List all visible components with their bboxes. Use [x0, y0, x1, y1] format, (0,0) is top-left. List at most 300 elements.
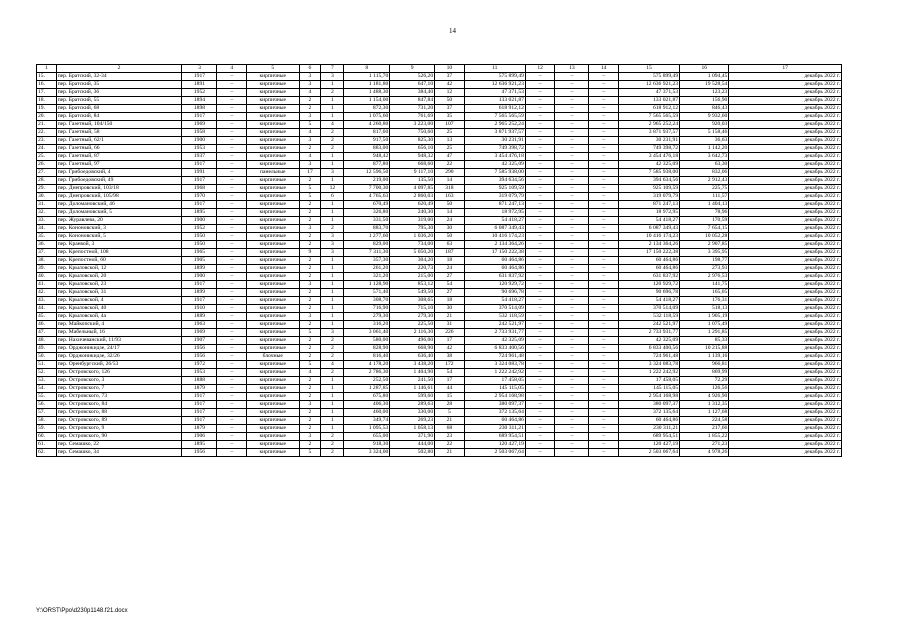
table-row — [37, 257, 842, 265]
table-cell: пер. Крыловской, 31 — [56, 289, 182, 297]
table-cell: пер. Майкопский, 4 — [56, 321, 182, 329]
table-cell: 1907 — [182, 337, 217, 345]
table-cell: 1 115,70 — [344, 73, 390, 81]
table-cell: 6 833 400,56 — [464, 345, 525, 353]
table-cell: 1952 — [182, 225, 217, 233]
table-cell: кирпичные — [247, 417, 300, 425]
table-cell: – — [525, 441, 555, 449]
page-number: 14 — [449, 27, 456, 35]
table-cell: 3 324 083,78 — [618, 361, 679, 369]
table-row — [37, 385, 842, 393]
table-cell: – — [555, 409, 589, 417]
table-row — [37, 433, 842, 441]
table-cell: 40. — [37, 273, 57, 281]
table-cell: – — [217, 377, 247, 385]
table-cell: – — [525, 377, 555, 385]
table-cell: 1 — [321, 305, 344, 313]
table-cell: кирпичные — [247, 129, 300, 137]
table-cell: – — [555, 289, 589, 297]
table-cell: 56. — [37, 401, 57, 409]
table-cell: 30 — [435, 305, 465, 313]
table-cell: 24 — [435, 265, 465, 273]
table-cell: кирпичные — [247, 153, 300, 161]
table-cell: – — [555, 321, 589, 329]
table-cell: 1 — [321, 425, 344, 433]
table-cell: 4 — [321, 121, 344, 129]
table-row — [37, 193, 842, 201]
table-cell: 2 — [299, 321, 321, 329]
table-cell: 1 128,90 — [344, 281, 390, 289]
table-cell: – — [217, 337, 247, 345]
table-cell: 308,65 — [390, 297, 435, 305]
table-cell: 1 222 242,92 — [618, 369, 679, 377]
table-cell: 918,30 — [344, 441, 390, 449]
table-cell: 2 — [299, 425, 321, 433]
column-number-cell: 6 — [299, 65, 321, 73]
table-cell: декабрь 2022 г. — [729, 313, 842, 321]
table-cell: декабрь 2022 г. — [729, 145, 842, 153]
table-cell: 689 954,51 — [618, 433, 679, 441]
table-cell: 176,31 — [680, 297, 729, 305]
table-cell: 2 — [299, 265, 321, 273]
table-cell: 2 — [299, 297, 321, 305]
table-cell: 575 899,49 — [618, 73, 679, 81]
table-cell: 869,99 — [680, 369, 729, 377]
table-cell: – — [525, 433, 555, 441]
table-cell: 618 912,12 — [618, 105, 679, 113]
table-cell: 2 — [321, 129, 344, 137]
table-cell: 1 — [321, 97, 344, 105]
table-cell: 219,00 — [344, 177, 390, 185]
table-cell: 2 733 931,77 — [464, 329, 525, 337]
table-cell: 47. — [37, 329, 57, 337]
table-cell: 761,69 — [390, 113, 435, 121]
table-cell: – — [589, 137, 619, 145]
table-row — [37, 81, 842, 89]
table-cell: – — [217, 409, 247, 417]
table-cell: – — [525, 73, 555, 81]
table-cell: 17 — [435, 337, 465, 345]
table-cell: 883,00 — [344, 145, 390, 153]
table-cell: – — [555, 385, 589, 393]
table-row — [37, 441, 842, 449]
table-cell: 1958 — [182, 129, 217, 137]
table-cell: 829,00 — [344, 241, 390, 249]
table-cell: 1917 — [182, 161, 217, 169]
column-number-cell: 12 — [525, 65, 555, 73]
table-cell: – — [555, 81, 589, 89]
table-cell: 571,40 — [344, 289, 390, 297]
table-cell: 1 287,85 — [344, 385, 390, 393]
table-cell: – — [525, 449, 555, 457]
table-cell: 22. — [37, 129, 57, 137]
table-cell: декабрь 2022 г. — [729, 121, 842, 129]
table-cell: – — [555, 417, 589, 425]
table-cell: – — [217, 353, 247, 361]
table-cell: 5 050,20 — [390, 249, 435, 257]
table-cell: 1 — [321, 217, 344, 225]
table-cell: – — [217, 265, 247, 273]
table-cell: 10 215,88 — [680, 345, 729, 353]
table-cell: 46. — [37, 321, 57, 329]
table-cell: 749 398,72 — [464, 145, 525, 153]
table-cell: – — [217, 449, 247, 457]
table-cell: – — [525, 193, 555, 201]
table-cell: – — [525, 313, 555, 321]
table-cell: пер. Грибоедовский, 4 — [56, 169, 182, 177]
table-cell: декабрь 2022 г. — [729, 401, 842, 409]
table-cell: – — [555, 433, 589, 441]
table-cell: 2 503 067,64 — [464, 449, 525, 457]
table-cell: пер. Газетный, 66 — [56, 145, 182, 153]
table-cell: 1 036,20 — [390, 233, 435, 241]
table-cell: 1 — [321, 161, 344, 169]
table-cell: 16. — [37, 81, 57, 89]
table-cell: 1 — [321, 321, 344, 329]
table-cell: 163 — [435, 193, 465, 201]
table-cell: 30 231,91 — [618, 137, 679, 145]
column-number-cell: 2 — [56, 65, 182, 73]
table-cell: 3 395,95 — [680, 249, 729, 257]
table-cell: – — [217, 185, 247, 193]
table-cell: 3 — [321, 169, 344, 177]
table-cell: – — [525, 385, 555, 393]
table-cell: 636,40 — [390, 353, 435, 361]
table-cell: 4 097,85 — [390, 185, 435, 193]
table-cell: 4 — [299, 129, 321, 137]
table-cell: 145 115,05 — [618, 385, 679, 393]
table-cell: 326,80 — [344, 209, 390, 217]
table-cell: – — [589, 401, 619, 409]
table-cell: декабрь 2022 г. — [729, 369, 842, 377]
table-cell: 78,96 — [680, 209, 729, 217]
table-cell: пер. Братский, 35 — [56, 81, 182, 89]
table-cell: – — [589, 121, 619, 129]
table-row — [37, 425, 842, 433]
table-cell: – — [555, 401, 589, 409]
table-cell: – — [555, 161, 589, 169]
table-cell: – — [217, 345, 247, 353]
table-cell: 6 — [321, 193, 344, 201]
table-cell: декабрь 2022 г. — [729, 433, 842, 441]
table-cell: 920,03 — [680, 121, 729, 129]
table-cell: 12 — [321, 185, 344, 193]
table-cell: 1888 — [182, 377, 217, 385]
table-cell: декабрь 2022 г. — [729, 281, 842, 289]
table-cell: пер. Островского, 90 — [56, 433, 182, 441]
table-cell: – — [589, 145, 619, 153]
table-cell: – — [555, 369, 589, 377]
table-cell: 1917 — [182, 401, 217, 409]
table-cell: декабрь 2022 г. — [729, 225, 842, 233]
table-cell: 2 954 168,98 — [618, 393, 679, 401]
column-number-cell: 4 — [217, 65, 247, 73]
table-row — [37, 281, 842, 289]
table-cell: 54. — [37, 385, 57, 393]
table-cell: пер. Доломановский, 46 — [56, 201, 182, 209]
table-cell: 57. — [37, 409, 57, 417]
table-cell: 241,50 — [390, 377, 435, 385]
table-cell: 1950 — [182, 233, 217, 241]
table-cell: декабрь 2022 г. — [729, 217, 842, 225]
table-cell: – — [589, 281, 619, 289]
table-cell: 54 418,27 — [464, 217, 525, 225]
table-cell: пер. Орджоникидзе, 24/17 — [56, 345, 182, 353]
column-number-cell: 8 — [344, 65, 390, 73]
table-cell: пер. Оренбургский, 26/53 — [56, 361, 182, 369]
table-cell: пер. Островского, 126 — [56, 369, 182, 377]
table-cell: 2 — [299, 217, 321, 225]
table-cell: 68 — [435, 425, 465, 433]
table-cell: – — [555, 441, 589, 449]
table-cell: 526,20 — [390, 73, 435, 81]
table-cell: – — [217, 233, 247, 241]
table-cell: – — [589, 385, 619, 393]
table-cell: пер. Кононовский, 3 — [56, 225, 182, 233]
table-cell: 319,00 — [390, 217, 435, 225]
table-cell: 43. — [37, 297, 57, 305]
table-cell: 750,60 — [390, 129, 435, 137]
table-cell: декабрь 2022 г. — [729, 241, 842, 249]
table-cell: – — [589, 361, 619, 369]
table-cell: 141,75 — [680, 281, 729, 289]
table-cell: 631 837,92 — [464, 273, 525, 281]
table-cell: – — [217, 329, 247, 337]
table-cell: кирпичные — [247, 177, 300, 185]
table-cell: 631 837,92 — [618, 273, 679, 281]
table-cell: 47 371,53 — [618, 89, 679, 97]
table-cell: декабрь 2022 г. — [729, 329, 842, 337]
table-cell: 51. — [37, 361, 57, 369]
table-cell: 62. — [37, 449, 57, 457]
table-cell: – — [589, 297, 619, 305]
table-cell: 2 — [299, 441, 321, 449]
table-cell: 54 418,27 — [618, 217, 679, 225]
table-cell: 2 — [299, 273, 321, 281]
table-cell: 50. — [37, 353, 57, 361]
table-cell: декабрь 2022 г. — [729, 177, 842, 185]
table-cell: 716,90 — [344, 305, 390, 313]
table-cell: 1917 — [182, 201, 217, 209]
table-cell: 12 596,50 — [344, 169, 390, 177]
table-row — [37, 89, 842, 97]
table-cell: – — [217, 417, 247, 425]
table-cell: 2 965 252,24 — [618, 121, 679, 129]
table-cell: 126,56 — [680, 385, 729, 393]
table-cell: 331,50 — [344, 217, 390, 225]
table-row — [37, 169, 842, 177]
table-cell: 133 021,87 — [464, 97, 525, 105]
table-cell: 271,23 — [680, 441, 729, 449]
table-row — [37, 361, 842, 369]
table-cell: 50 — [435, 233, 465, 241]
table-cell: кирпичные — [247, 185, 300, 193]
table-cell: 39. — [37, 265, 57, 273]
table-cell: кирпичные — [247, 425, 300, 433]
table-cell: 187 — [435, 249, 465, 257]
table-cell: 1900 — [182, 217, 217, 225]
table-cell: декабрь 2022 г. — [729, 377, 842, 385]
table-row — [37, 105, 842, 113]
table-row — [37, 265, 842, 273]
table-cell: 2 — [299, 337, 321, 345]
table-cell: 261,20 — [344, 265, 390, 273]
table-cell: – — [555, 169, 589, 177]
table-cell: 48. — [37, 337, 57, 345]
table-cell: – — [589, 161, 619, 169]
table-cell: 58. — [37, 417, 57, 425]
table-cell: 2 — [299, 305, 321, 313]
column-number-cell: 13 — [555, 65, 589, 73]
table-cell: 242 521,97 — [464, 321, 525, 329]
table-cell: декабрь 2022 г. — [729, 257, 842, 265]
table-cell: 21. — [37, 121, 57, 129]
table-cell: 853,12 — [390, 281, 435, 289]
table-cell: – — [525, 401, 555, 409]
table-cell: 734,00 — [390, 241, 435, 249]
table-cell: – — [589, 81, 619, 89]
table-cell: декабрь 2022 г. — [729, 233, 842, 241]
table-cell: – — [217, 393, 247, 401]
table-cell: 5 — [299, 329, 321, 337]
table-cell: пер. Орджоникидзе, 32/26 — [56, 353, 182, 361]
table-cell: 42 325,09 — [618, 337, 679, 345]
table-cell: кирпичные — [247, 385, 300, 393]
table-cell: – — [217, 321, 247, 329]
table-cell: – — [217, 313, 247, 321]
table-cell: 1917 — [182, 297, 217, 305]
table-cell: – — [217, 193, 247, 201]
table-cell: 14 — [435, 177, 465, 185]
file-path-footer: Y:\ORST\Ppo\d230p1148.f21.docx — [36, 608, 128, 614]
table-cell: – — [525, 209, 555, 217]
table-cell: пер. Братский, 55 — [56, 97, 182, 105]
table-cell: 394 634,56 — [464, 177, 525, 185]
table-cell: 5 158,46 — [680, 129, 729, 137]
table-cell: кирпичные — [247, 369, 300, 377]
table-cell: – — [589, 345, 619, 353]
table-cell: 825,30 — [390, 137, 435, 145]
table-cell: – — [555, 313, 589, 321]
table-cell: 54 — [435, 369, 465, 377]
table-cell: – — [555, 249, 589, 257]
table-cell: 1 488,30 — [344, 89, 390, 97]
table-cell: 224,58 — [680, 417, 729, 425]
table-cell: 14 — [435, 209, 465, 217]
table-cell: 2 860,03 — [390, 193, 435, 201]
table-cell: 1 075,49 — [680, 321, 729, 329]
table-cell: 170,59 — [680, 217, 729, 225]
table-cell: 655,00 — [344, 433, 390, 441]
table-cell: 319 079,79 — [464, 193, 525, 201]
table-cell: – — [525, 129, 555, 137]
table-cell: – — [555, 377, 589, 385]
table-cell: 198,77 — [680, 257, 729, 265]
table-cell: – — [589, 241, 619, 249]
table-cell: – — [589, 417, 619, 425]
table-cell: – — [589, 169, 619, 177]
table-cell: 15 — [435, 393, 465, 401]
table-cell: 380 097,37 — [464, 401, 525, 409]
table-cell: 496,00 — [390, 337, 435, 345]
table-cell: 4 978,26 — [680, 449, 729, 457]
table-cell: 1 146,61 — [390, 385, 435, 393]
table-cell: 1965 — [182, 249, 217, 257]
table-cell: 19. — [37, 105, 57, 113]
table-cell: декабрь 2022 г. — [729, 201, 842, 209]
table-cell: 925 109,59 — [464, 185, 525, 193]
table-cell: – — [589, 209, 619, 217]
table-cell: – — [589, 433, 619, 441]
table-cell: – — [217, 201, 247, 209]
column-number-cell: 10 — [435, 65, 465, 73]
table-cell: панельные — [247, 169, 300, 177]
table-cell: 10 416 174,23 — [464, 233, 525, 241]
table-cell: декабрь 2022 г. — [729, 417, 842, 425]
table-cell: – — [555, 97, 589, 105]
table-cell: – — [555, 449, 589, 457]
table-cell: декабрь 2022 г. — [729, 425, 842, 433]
table-cell: 1 — [321, 401, 344, 409]
table-cell: кирпичные — [247, 433, 300, 441]
table-cell: – — [217, 249, 247, 257]
table-cell: 2 — [299, 97, 321, 105]
table-cell: 38. — [37, 257, 57, 265]
table-cell: 42. — [37, 289, 57, 297]
table-cell: пер. Островского, 7 — [56, 385, 182, 393]
table-cell: – — [589, 73, 619, 81]
table-cell: 3 454 476,18 — [464, 153, 525, 161]
table-row — [37, 177, 842, 185]
table-cell: 1 075,60 — [344, 113, 390, 121]
table-cell: 18 — [435, 297, 465, 305]
table-cell: 25. — [37, 153, 57, 161]
table-cell: – — [217, 433, 247, 441]
table-cell: декабрь 2022 г. — [729, 353, 842, 361]
table-cell: 532 118,59 — [618, 313, 679, 321]
table-cell: 37. — [37, 249, 57, 257]
table-cell: декабрь 2022 г. — [729, 81, 842, 89]
table-cell: 1 — [321, 313, 344, 321]
table-cell: 2 — [321, 433, 344, 441]
table-cell: кирпичные — [247, 105, 300, 113]
table-cell: 1917 — [182, 73, 217, 81]
table-row — [37, 185, 842, 193]
table-cell: 60 464,86 — [618, 417, 679, 425]
table-cell: 226 — [435, 329, 465, 337]
table-row — [37, 225, 842, 233]
table-cell: – — [589, 257, 619, 265]
table-cell: – — [555, 281, 589, 289]
table-cell: декабрь 2022 г. — [729, 361, 842, 369]
table-cell: 10 416 174,23 — [618, 233, 679, 241]
table-cell: – — [555, 393, 589, 401]
table-cell: – — [589, 265, 619, 273]
table-cell: 90 696,78 — [618, 289, 679, 297]
table-cell: 9 117,10 — [390, 169, 435, 177]
table-cell: пер. Крыловской, 40 — [56, 305, 182, 313]
table-cell: 273,93 — [680, 265, 729, 273]
table-cell: 406,30 — [344, 401, 390, 409]
table-cell: пер. Крыловской, 23 — [56, 281, 182, 289]
table-cell: 380 097,37 — [618, 401, 679, 409]
table-cell: 7 311,30 — [344, 249, 390, 257]
table-cell: – — [555, 337, 589, 345]
table-cell: 2 — [299, 241, 321, 249]
table-cell: – — [555, 153, 589, 161]
table-cell: пер. Братский, 36 — [56, 89, 182, 97]
table-cell: 668,60 — [390, 161, 435, 169]
